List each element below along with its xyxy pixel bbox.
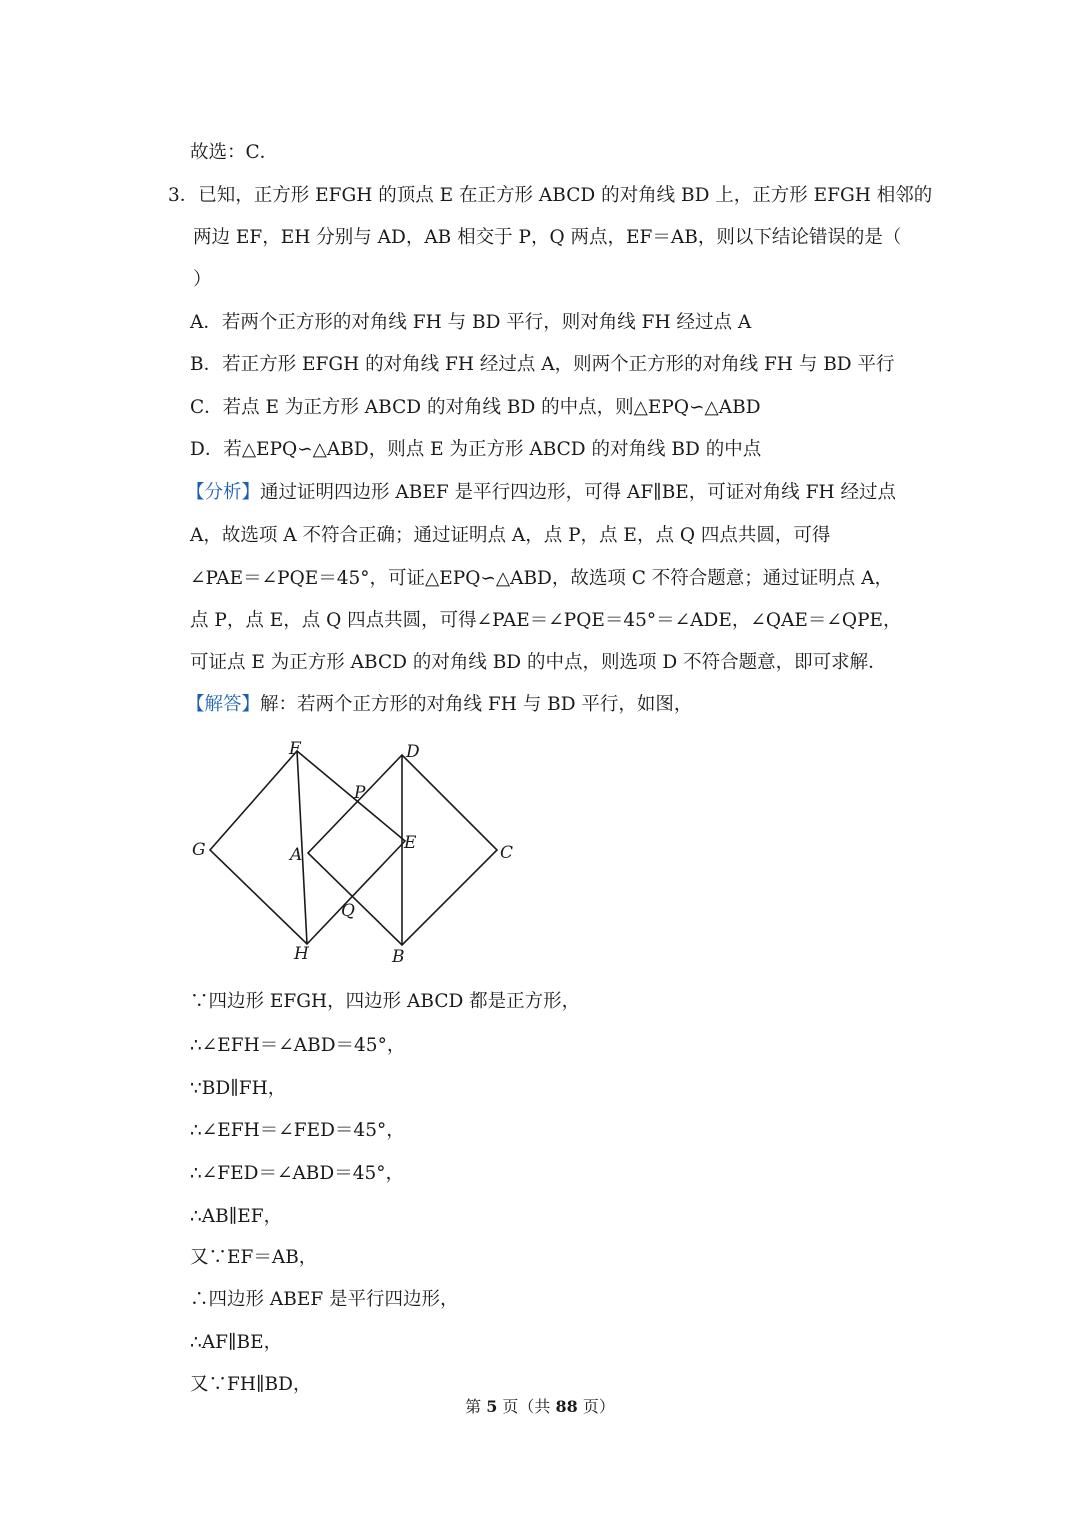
question-3-stem-close: ） [193,269,212,290]
footer-prefix: 第 [465,1397,487,1416]
analysis-line-1 [186,481,896,505]
proof-line-1: ∵四边形 EFGH，四边形 ABCD 都是正方形， [190,991,581,1012]
option-c: C．若点 E 为正方形 ABCD 的对角线 BD 的中点，则△EPQ∽△ABD [190,397,761,418]
page-footer [0,1396,1080,1418]
square-efgh [210,751,405,944]
analysis-line-4: 点 P，点 E，点 Q 四点共圆，可得∠PAE＝∠PQE＝45°＝∠ADE，∠QAE＝∠QPE， [190,610,902,631]
solution-text: 解：若两个正方形的对角线 FH 与 BD 平行，如图， [260,694,693,715]
option-b: B．若正方形 EFGH 的对角线 FH 经过点 A，则两个正方形的对角线 FH 与 BD 平行 [190,354,895,375]
page-total: 88 [555,1397,578,1416]
analysis-line-3: ∠PAE＝∠PQE＝45°，可证△EPQ∽△ABD，故选项 C 不符合题意；通过证明点 A， [190,568,894,589]
text-line-1: 故选：C． [190,142,279,163]
proof-line-5: ∴∠FED＝∠ABD＝45°， [190,1163,405,1184]
proof-line-3: ∵BD∥FH， [190,1078,287,1099]
footer-suffix: 页） [577,1397,615,1416]
question-3-stem-cont: 两边 EF，EH 分别与 AD，AB 相交于 P，Q 两点，EF＝AB，则以下结论错误的是（ [193,227,902,248]
label-c: C [500,843,514,863]
footer-middle: 页（共 [497,1397,556,1416]
label-q: Q [341,901,355,921]
proof-line-4: ∴∠EFH＝∠FED＝45°， [190,1120,405,1141]
label-b: B [392,947,405,967]
label-h: H [294,944,309,964]
analysis-line-2: A，故选项 A 不符合正确；通过证明点 A，点 P，点 E，点 Q 四点共圆，可得 [190,525,831,546]
proof-line-2: ∴∠EFH＝∠ABD＝45°， [190,1035,406,1056]
label-e: E [404,833,417,853]
option-d: D．若△EPQ∽△ABD，则点 E 为正方形 ABCD 的对角线 BD 的中点 [190,439,762,460]
label-a: A [290,845,303,865]
analysis-label: 【分析】 [186,482,261,503]
geometry-figure [188,738,528,970]
question-3-stem: 3．已知，正方形 EFGH 的顶点 E 在正方形 ABCD 的对角线 BD 上，正方形 EFGH 相邻的 [168,185,933,206]
proof-line-10: 又∵FH∥BD， [190,1374,312,1395]
label-f: F [289,739,301,759]
option-a: A．若两个正方形的对角线 FH 与 BD 平行，则对角线 FH 经过点 A [190,312,752,333]
analysis-text: 通过证明四边形 ABEF 是平行四边形，可得 AF∥BE，可证对角线 FH 经过点 [260,482,897,503]
analysis-line-5: 可证点 E 为正方形 ABCD 的对角线 BD 的中点，则选项 D 不符合题意，即可求解． [190,652,887,673]
label-d: D [406,742,420,762]
page-number: 5 [486,1397,498,1416]
label-p: P [354,783,366,803]
proof-line-9: ∴AF∥BE， [190,1332,283,1353]
proof-line-7: 又∵EF＝AB， [190,1247,318,1268]
label-g: G [192,840,206,860]
proof-line-8: ∴四边形 ABEF 是平行四边形， [190,1289,459,1310]
proof-line-6: ∴AB∥EF， [190,1206,283,1227]
solution-line-1 [186,693,692,717]
solution-label: 【解答】 [186,694,261,715]
